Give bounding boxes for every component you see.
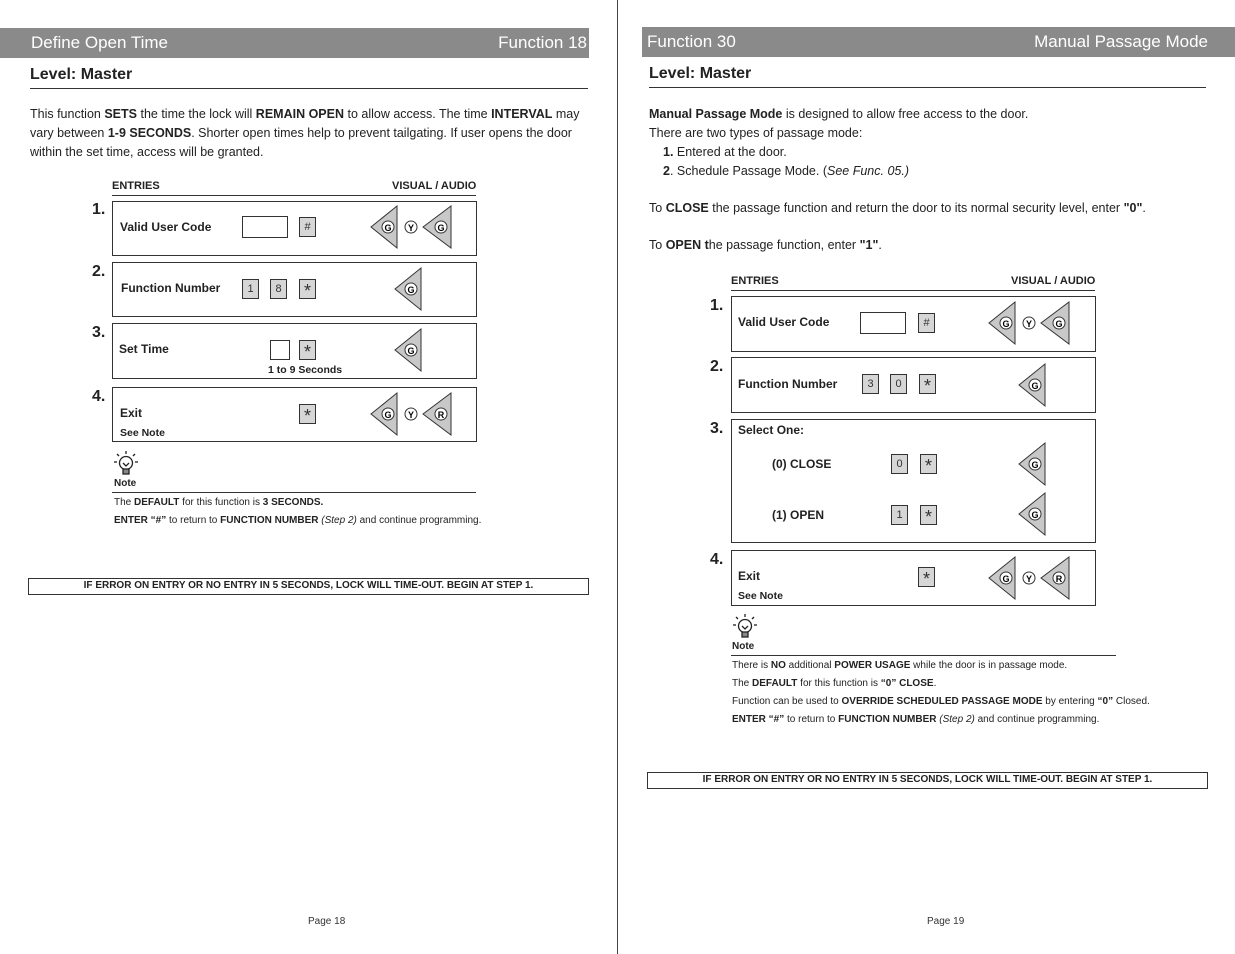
led-g bbox=[1017, 362, 1049, 408]
right-step-3-label: Select One: bbox=[738, 423, 805, 437]
right-intro: Manual Passage Mode is designed to allow free access to the door. There are two types of passage mode: 1. Entered at the door. 2. Schedule Passage Mode. (See Func. 05.) To CLOSE the passage function and return the door to its normal security level, enter "0". To OPEN the passage function, enter "1". bbox=[649, 107, 1146, 252]
led-r-icon: R bbox=[1055, 574, 1063, 584]
lightbulb-icon bbox=[113, 450, 139, 478]
left-note-enter: ENTER “#” to return to FUNCTION NUMBER (Step 2) and continue programming. bbox=[114, 515, 482, 526]
right-level-title: Level: Master bbox=[649, 65, 752, 82]
right-entries-header: ENTRIES bbox=[731, 275, 779, 287]
page-divider bbox=[617, 0, 618, 954]
led-sequence-g-y-g bbox=[369, 204, 453, 250]
led-g-icon: G bbox=[407, 285, 415, 295]
left-step-4-sub: See Note bbox=[120, 427, 165, 439]
led-sequence-g-y-r bbox=[369, 391, 453, 437]
led-y-icon: Y bbox=[1025, 319, 1033, 329]
right-step-3-number: 3. bbox=[710, 420, 724, 437]
led-y-icon: Y bbox=[407, 223, 415, 233]
left-note-label: Note bbox=[114, 478, 137, 489]
left-banner bbox=[0, 28, 589, 58]
led-g-icon: G bbox=[437, 223, 445, 233]
right-step-4-label: Exit bbox=[738, 569, 761, 583]
led-g-icon: G bbox=[1031, 510, 1039, 520]
right-note-label: Note bbox=[732, 641, 755, 652]
led-sequence-g-y-g bbox=[987, 300, 1071, 346]
led-sequence-g-y-r bbox=[987, 555, 1071, 601]
led-g-icon: G bbox=[1002, 319, 1010, 329]
left-note-rule bbox=[112, 492, 476, 493]
led-y-icon: Y bbox=[407, 410, 415, 420]
left-step-2-label: Function Number bbox=[121, 281, 221, 295]
led-g-icon: G bbox=[1055, 319, 1063, 329]
left-notes bbox=[114, 494, 494, 530]
time-entry-box bbox=[270, 340, 290, 360]
star-key: * bbox=[920, 505, 937, 525]
digit-key-0: 0 bbox=[890, 374, 907, 394]
right-step-4-number: 4. bbox=[710, 551, 724, 568]
star-key: * bbox=[299, 404, 316, 424]
right-note-override: Function can be used to OVERRIDE SCHEDULED PASSAGE MODE by entering “0” Closed. bbox=[732, 696, 1150, 707]
star-key: * bbox=[918, 567, 935, 587]
led-g-icon: G bbox=[384, 223, 392, 233]
left-entries-rule bbox=[112, 195, 476, 196]
led-g bbox=[1017, 491, 1049, 537]
led-g-icon: G bbox=[1031, 460, 1039, 470]
right-note-default: The DEFAULT for this function is “0” CLOSE. bbox=[732, 678, 937, 689]
right-step-1-number: 1. bbox=[710, 297, 724, 314]
left-banner-title: Define Open Time bbox=[31, 33, 169, 52]
left-step-3-sub: 1 to 9 Seconds bbox=[268, 364, 343, 376]
right-step-2-label: Function Number bbox=[738, 377, 838, 391]
right-timeout-warning: IF ERROR ON ENTRY OR NO ENTRY IN 5 SECONDS, LOCK WILL TIME-OUT. BEGIN AT STEP 1. bbox=[647, 772, 1208, 789]
right-step-4-sub: See Note bbox=[738, 590, 783, 602]
left-visual-header: VISUAL / AUDIO bbox=[392, 180, 477, 192]
right-notes bbox=[732, 657, 1212, 729]
right-banner-title: Manual Passage Mode bbox=[1034, 32, 1208, 51]
left-step-3-number: 3. bbox=[92, 324, 106, 341]
star-key: * bbox=[299, 279, 316, 299]
right-level-rule bbox=[649, 87, 1206, 88]
digit-key-1: 1 bbox=[242, 279, 259, 299]
right-banner bbox=[642, 27, 1235, 57]
left-level-rule bbox=[30, 88, 588, 89]
star-key: * bbox=[920, 454, 937, 474]
left-step-4-number: 4. bbox=[92, 388, 106, 405]
right-step-2-number: 2. bbox=[710, 358, 724, 375]
led-y-icon: Y bbox=[1025, 574, 1033, 584]
left-step-1-label: Valid User Code bbox=[120, 220, 212, 234]
left-step-2-number: 2. bbox=[92, 263, 106, 280]
led-g bbox=[393, 327, 425, 373]
digit-key-3: 3 bbox=[862, 374, 879, 394]
user-code-entry-box bbox=[860, 312, 906, 334]
right-note-rule bbox=[731, 655, 1116, 656]
digit-key-0: 0 bbox=[891, 454, 908, 474]
led-g bbox=[1017, 441, 1049, 487]
right-entries-rule bbox=[731, 290, 1095, 291]
right-banner-function: Function 30 bbox=[647, 32, 736, 51]
left-step-3-label: Set Time bbox=[119, 342, 169, 356]
led-g-icon: G bbox=[1031, 381, 1039, 391]
star-key: * bbox=[919, 374, 936, 394]
option-close-label: (0) CLOSE bbox=[772, 457, 832, 471]
hash-key: # bbox=[299, 217, 316, 237]
left-banner-function: Function 18 bbox=[498, 33, 587, 52]
led-r-icon: R bbox=[437, 410, 445, 420]
left-step-4-label: Exit bbox=[120, 406, 143, 420]
left-entries-header: ENTRIES bbox=[112, 180, 160, 192]
user-code-entry-box bbox=[242, 216, 288, 238]
left-note-default: The DEFAULT for this function is 3 SECONDS. bbox=[114, 497, 324, 508]
right-page-number: Page 19 bbox=[927, 916, 965, 927]
led-g bbox=[393, 266, 425, 312]
right-step-1-label: Valid User Code bbox=[738, 315, 830, 329]
right-visual-header: VISUAL / AUDIO bbox=[1011, 275, 1096, 287]
left-timeout-warning: IF ERROR ON ENTRY OR NO ENTRY IN 5 SECONDS, LOCK WILL TIME-OUT. BEGIN AT STEP 1. bbox=[28, 578, 589, 595]
left-page-number: Page 18 bbox=[308, 916, 346, 927]
led-g-icon: G bbox=[384, 410, 392, 420]
star-key: * bbox=[299, 340, 316, 360]
hash-key: # bbox=[918, 313, 935, 333]
left-step-1-number: 1. bbox=[92, 201, 106, 218]
digit-key-1: 1 bbox=[891, 505, 908, 525]
left-intro: This function SETS the time the lock will REMAIN OPEN to allow access. The time INTERVAL may vary between 1-9 SECONDS. Shorter open times help to prevent tailgating. If user opens the door within the set time, access will be granted. bbox=[30, 107, 580, 159]
led-g-icon: G bbox=[1002, 574, 1010, 584]
led-g-icon: G bbox=[407, 346, 415, 356]
left-level-title: Level: Master bbox=[30, 66, 133, 83]
right-note-power: There is NO additional POWER USAGE while the door is in passage mode. bbox=[732, 660, 1068, 671]
option-open-label: (1) OPEN bbox=[772, 508, 825, 522]
lightbulb-icon bbox=[732, 613, 758, 641]
right-note-enter: ENTER “#” to return to FUNCTION NUMBER (Step 2) and continue programming. bbox=[732, 714, 1100, 725]
digit-key-8: 8 bbox=[270, 279, 287, 299]
